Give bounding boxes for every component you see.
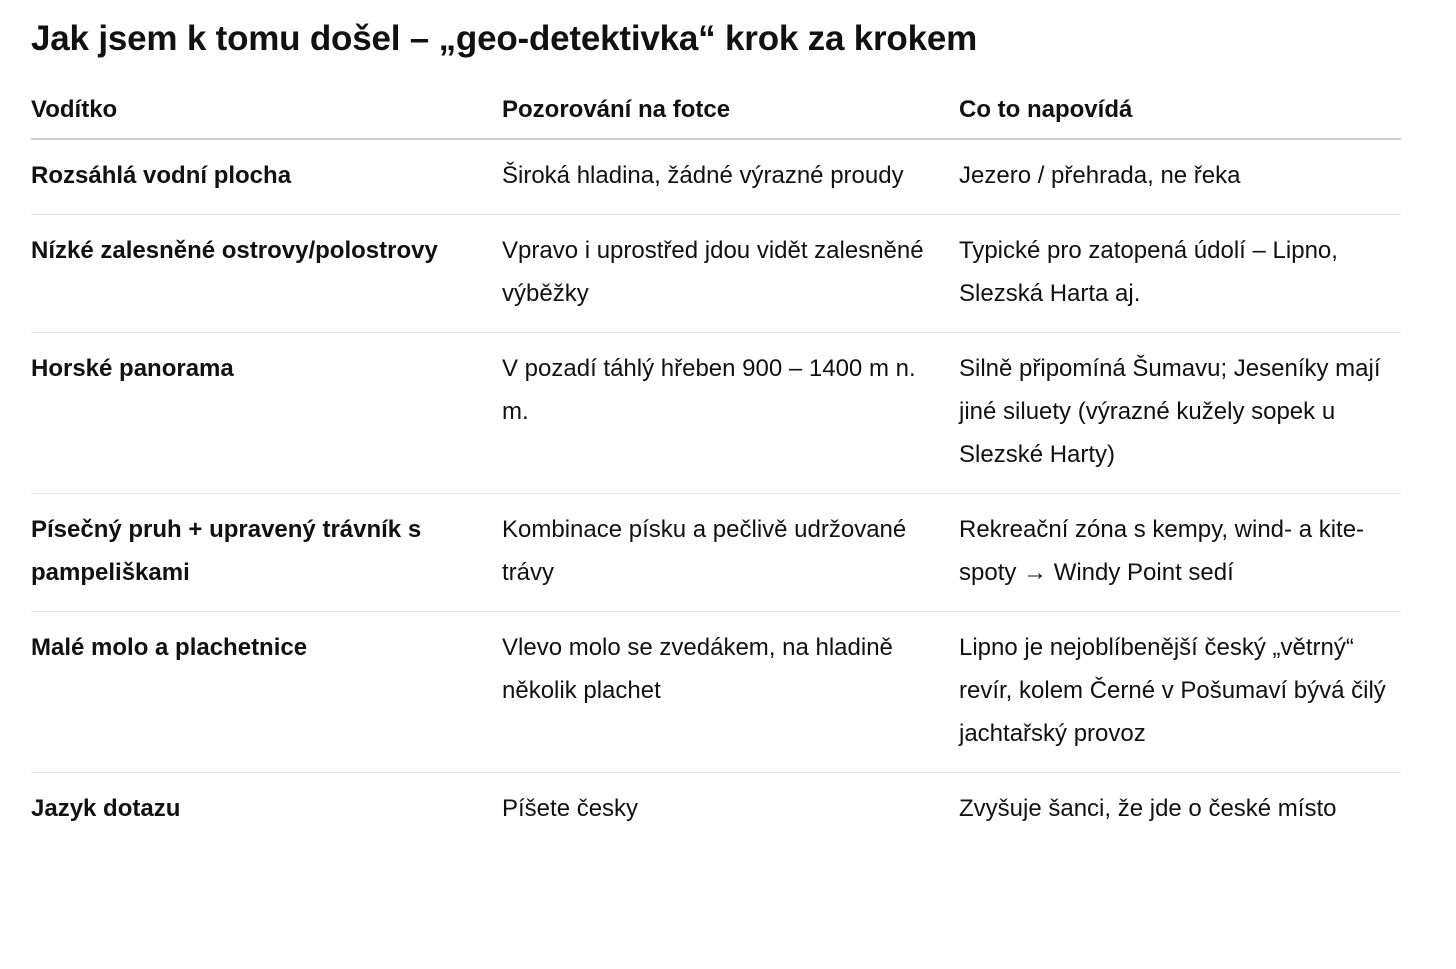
- observation-cell: Široká hladina, žádné výrazné proudy: [502, 139, 959, 215]
- clue-cell: Malé molo a plachetnice: [31, 612, 502, 773]
- meaning-cell: Typické pro zatopená údolí – Lipno, Slezská Harta aj.: [959, 215, 1401, 333]
- column-header-meaning: Co to napovídá: [959, 84, 1401, 139]
- observation-cell: Kombinace písku a pečlivě udržované trávy: [502, 494, 959, 612]
- clue-cell: Rozsáhlá vodní plocha: [31, 139, 502, 215]
- observation-cell: Vpravo i uprostřed jdou vidět zalesněné výběžky: [502, 215, 959, 333]
- table-row: [31, 773, 1401, 848]
- page-title: Jak jsem k tomu došel – „geo-detektivka“ krok za krokem: [31, 19, 978, 58]
- table-row: [31, 494, 1401, 612]
- clue-cell: Písečný pruh + upravený trávník s pampeliškami: [31, 494, 502, 612]
- observation-cell: Vlevo molo se zvedákem, na hladině několik plachet: [502, 612, 959, 773]
- clues-table: [31, 84, 1401, 847]
- meaning-cell: Jezero / přehrada, ne řeka: [959, 139, 1401, 215]
- clue-cell: Nízké zalesněné ostrovy/polostrovy: [31, 215, 502, 333]
- table-row: [31, 612, 1401, 773]
- meaning-cell: Zvyšuje šanci, že jde o české místo: [959, 795, 1337, 822]
- observation-cell: Píšete česky: [502, 795, 639, 822]
- column-header-clue: Vodítko: [31, 84, 502, 139]
- meaning-cell: Silně připomíná Šumavu; Jeseníky mají jiné siluety (výrazné kužely sopek u Slezské Harty): [959, 333, 1401, 494]
- table-row: [31, 215, 1401, 333]
- clue-cell: Horské panorama: [31, 333, 502, 494]
- column-header-observation: Pozorování na fotce: [502, 84, 959, 139]
- meaning-cell: Rekreační zóna s kempy, wind- a kite-spoty → Windy Point sedí: [959, 494, 1401, 612]
- table-row: [31, 139, 1401, 215]
- clue-cell: Jazyk dotazu: [31, 795, 181, 822]
- table-header-row: [31, 84, 1401, 139]
- meaning-cell: Lipno je nejoblíbenější český „větrný“ revír, kolem Černé v Pošumaví bývá čilý jachtařský provoz: [959, 612, 1401, 773]
- table-row: [31, 333, 1401, 494]
- observation-cell: V pozadí táhlý hřeben 900 – 1400 m n. m.: [502, 333, 959, 494]
